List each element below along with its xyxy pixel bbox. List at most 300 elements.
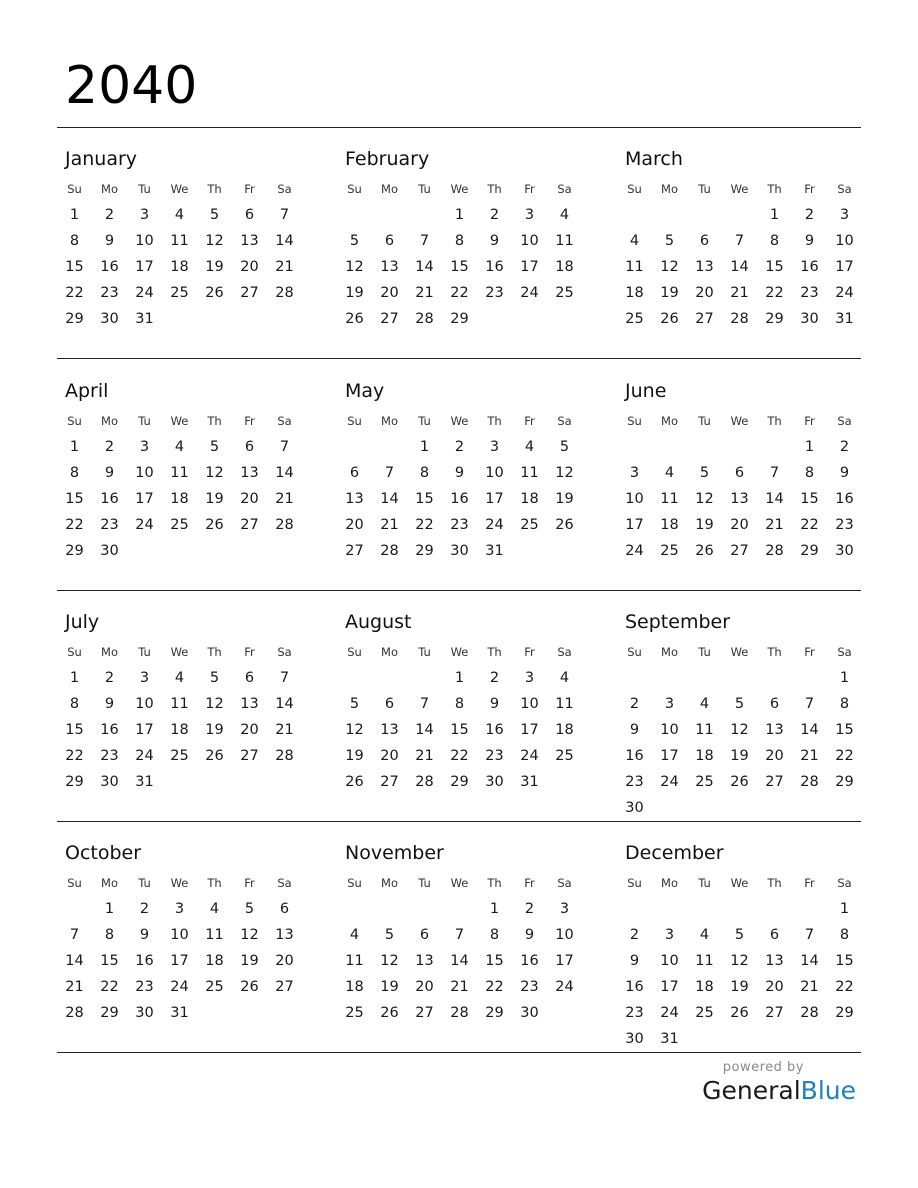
day-cell: 28	[415, 774, 434, 790]
weekday-header: Sa	[557, 182, 572, 196]
divider	[57, 127, 861, 128]
day-cell: 2	[104, 207, 115, 223]
weekday-header: Tu	[418, 414, 431, 428]
day-cell: 12	[205, 696, 224, 712]
day-cell: 19	[205, 722, 224, 738]
day-cell: 10	[835, 233, 854, 249]
day-cell: 2	[804, 207, 815, 223]
day-cell: 12	[205, 233, 224, 249]
day-cell: 20	[240, 491, 259, 507]
day-cell: 7	[804, 696, 815, 712]
day-cell: 14	[275, 696, 294, 712]
day-cell: 1	[839, 901, 850, 917]
day-cell: 4	[174, 439, 185, 455]
day-cell: 29	[65, 543, 84, 559]
weekday-header: Fr	[244, 182, 255, 196]
day-cell: 19	[240, 953, 259, 969]
day-cell: 17	[135, 259, 154, 275]
day-cell: 25	[170, 748, 189, 764]
day-cell: 14	[275, 233, 294, 249]
weekday-header: Mo	[661, 182, 678, 196]
weekday-header: Mo	[381, 876, 398, 890]
weekday-header: Fr	[804, 876, 815, 890]
day-cell: 20	[240, 722, 259, 738]
weekday-header: Su	[627, 645, 642, 659]
day-cell: 23	[835, 517, 854, 533]
month-name: May	[345, 380, 385, 402]
day-cell: 27	[380, 774, 399, 790]
day-cell: 24	[625, 543, 644, 559]
day-cell: 2	[629, 927, 640, 943]
day-cell: 27	[345, 543, 364, 559]
day-cell: 29	[800, 543, 819, 559]
day-cell: 1	[69, 670, 80, 686]
weekday-header: Sa	[277, 645, 292, 659]
day-cell: 13	[695, 259, 714, 275]
day-cell: 2	[524, 901, 535, 917]
day-cell: 28	[800, 1005, 819, 1021]
day-cell: 25	[695, 1005, 714, 1021]
day-cell: 25	[520, 517, 539, 533]
day-cell: 5	[734, 927, 745, 943]
weekday-header: Th	[767, 414, 782, 428]
day-cell: 13	[240, 465, 259, 481]
day-cell: 4	[559, 670, 570, 686]
day-cell: 30	[100, 543, 119, 559]
day-cell: 4	[174, 670, 185, 686]
day-cell: 19	[660, 285, 679, 301]
day-cell: 7	[804, 927, 815, 943]
day-cell: 8	[839, 696, 850, 712]
day-cell: 26	[205, 517, 224, 533]
day-cell: 27	[380, 311, 399, 327]
day-cell: 15	[65, 722, 84, 738]
weekday-header: Sa	[277, 182, 292, 196]
day-cell: 22	[450, 748, 469, 764]
day-cell: 10	[625, 491, 644, 507]
day-cell: 3	[559, 901, 570, 917]
weekday-header: Mo	[381, 182, 398, 196]
day-cell: 15	[65, 259, 84, 275]
day-cell: 13	[380, 259, 399, 275]
day-cell: 30	[485, 774, 504, 790]
day-cell: 21	[800, 748, 819, 764]
day-cell: 23	[100, 748, 119, 764]
day-cell: 18	[520, 491, 539, 507]
weekday-header: Su	[627, 414, 642, 428]
day-cell: 12	[380, 953, 399, 969]
day-cell: 30	[450, 543, 469, 559]
day-cell: 22	[800, 517, 819, 533]
day-cell: 28	[380, 543, 399, 559]
day-cell: 20	[695, 285, 714, 301]
day-cell: 29	[100, 1005, 119, 1021]
day-cell: 6	[699, 233, 710, 249]
day-cell: 12	[240, 927, 259, 943]
day-cell: 27	[765, 774, 784, 790]
day-cell: 11	[695, 722, 714, 738]
weekday-header: Th	[767, 182, 782, 196]
day-cell: 24	[660, 1005, 679, 1021]
day-cell: 5	[209, 439, 220, 455]
day-cell: 5	[699, 465, 710, 481]
day-cell: 5	[349, 696, 360, 712]
month-name: August	[345, 611, 412, 633]
day-cell: 28	[275, 748, 294, 764]
weekday-header: Tu	[138, 876, 151, 890]
year-title: 2040	[65, 56, 198, 116]
day-cell: 29	[835, 1005, 854, 1021]
day-cell: 7	[279, 670, 290, 686]
day-cell: 15	[835, 953, 854, 969]
day-cell: 5	[559, 439, 570, 455]
day-cell: 24	[135, 285, 154, 301]
weekday-header: Sa	[837, 645, 852, 659]
day-cell: 10	[135, 465, 154, 481]
day-cell: 5	[209, 207, 220, 223]
day-cell: 7	[734, 233, 745, 249]
weekday-header: Tu	[138, 414, 151, 428]
day-cell: 21	[275, 259, 294, 275]
day-cell: 14	[415, 259, 434, 275]
day-cell: 5	[664, 233, 675, 249]
day-cell: 15	[800, 491, 819, 507]
weekday-header: Sa	[557, 645, 572, 659]
divider	[57, 821, 861, 822]
day-cell: 2	[104, 439, 115, 455]
day-cell: 21	[380, 517, 399, 533]
day-cell: 23	[520, 979, 539, 995]
day-cell: 16	[100, 259, 119, 275]
day-cell: 13	[730, 491, 749, 507]
day-cell: 9	[104, 465, 115, 481]
day-cell: 24	[660, 774, 679, 790]
day-cell: 16	[520, 953, 539, 969]
day-cell: 26	[205, 285, 224, 301]
weekday-header: Fr	[804, 645, 815, 659]
day-cell: 26	[695, 543, 714, 559]
day-cell: 27	[275, 979, 294, 995]
day-cell: 25	[555, 748, 574, 764]
weekday-header: Fr	[244, 414, 255, 428]
weekday-header: We	[170, 876, 189, 890]
day-cell: 30	[135, 1005, 154, 1021]
day-cell: 17	[660, 979, 679, 995]
day-cell: 25	[660, 543, 679, 559]
day-cell: 11	[520, 465, 539, 481]
day-cell: 14	[765, 491, 784, 507]
weekday-header: Sa	[277, 414, 292, 428]
day-cell: 24	[485, 517, 504, 533]
day-cell: 4	[699, 927, 710, 943]
day-cell: 15	[100, 953, 119, 969]
day-cell: 9	[629, 722, 640, 738]
weekday-header: Mo	[101, 182, 118, 196]
day-cell: 22	[65, 285, 84, 301]
day-cell: 21	[800, 979, 819, 995]
weekday-header: Th	[207, 414, 222, 428]
day-cell: 6	[384, 696, 395, 712]
day-cell: 5	[349, 233, 360, 249]
day-cell: 31	[835, 311, 854, 327]
day-cell: 18	[555, 259, 574, 275]
day-cell: 15	[450, 722, 469, 738]
day-cell: 14	[730, 259, 749, 275]
day-cell: 17	[555, 953, 574, 969]
weekday-header: Th	[207, 182, 222, 196]
day-cell: 31	[170, 1005, 189, 1021]
weekday-header: Sa	[557, 414, 572, 428]
day-cell: 7	[69, 927, 80, 943]
day-cell: 9	[104, 233, 115, 249]
day-cell: 3	[139, 670, 150, 686]
day-cell: 8	[104, 927, 115, 943]
day-cell: 12	[205, 465, 224, 481]
day-cell: 11	[695, 953, 714, 969]
day-cell: 1	[454, 670, 465, 686]
day-cell: 3	[524, 670, 535, 686]
day-cell: 27	[240, 285, 259, 301]
day-cell: 9	[454, 465, 465, 481]
day-cell: 17	[520, 722, 539, 738]
day-cell: 13	[240, 233, 259, 249]
day-cell: 1	[69, 207, 80, 223]
day-cell: 8	[454, 696, 465, 712]
day-cell: 2	[139, 901, 150, 917]
day-cell: 11	[205, 927, 224, 943]
day-cell: 18	[205, 953, 224, 969]
day-cell: 13	[415, 953, 434, 969]
day-cell: 9	[629, 953, 640, 969]
day-cell: 20	[765, 748, 784, 764]
month-name: January	[65, 148, 138, 170]
day-cell: 29	[65, 774, 84, 790]
day-cell: 5	[244, 901, 255, 917]
day-cell: 21	[415, 748, 434, 764]
day-cell: 7	[384, 465, 395, 481]
day-cell: 1	[839, 670, 850, 686]
day-cell: 26	[555, 517, 574, 533]
weekday-header: Su	[627, 876, 642, 890]
day-cell: 21	[765, 517, 784, 533]
weekday-header: Mo	[661, 645, 678, 659]
day-cell: 3	[664, 927, 675, 943]
day-cell: 7	[454, 927, 465, 943]
day-cell: 23	[135, 979, 154, 995]
day-cell: 14	[415, 722, 434, 738]
day-cell: 1	[489, 901, 500, 917]
day-cell: 8	[69, 465, 80, 481]
day-cell: 15	[415, 491, 434, 507]
weekday-header: Th	[487, 876, 502, 890]
day-cell: 16	[835, 491, 854, 507]
day-cell: 7	[419, 233, 430, 249]
day-cell: 2	[839, 439, 850, 455]
day-cell: 13	[275, 927, 294, 943]
day-cell: 20	[380, 748, 399, 764]
day-cell: 11	[345, 953, 364, 969]
day-cell: 29	[450, 774, 469, 790]
day-cell: 8	[769, 233, 780, 249]
weekday-header: Su	[347, 182, 362, 196]
weekday-header: Su	[67, 414, 82, 428]
day-cell: 17	[135, 491, 154, 507]
day-cell: 6	[244, 439, 255, 455]
weekday-header: We	[170, 414, 189, 428]
day-cell: 21	[730, 285, 749, 301]
day-cell: 13	[765, 722, 784, 738]
weekday-header: We	[450, 876, 469, 890]
weekday-header: Su	[627, 182, 642, 196]
month-name: July	[65, 611, 100, 633]
weekday-header: Th	[487, 645, 502, 659]
weekday-header: We	[730, 876, 749, 890]
day-cell: 18	[170, 259, 189, 275]
day-cell: 16	[625, 979, 644, 995]
day-cell: 1	[419, 439, 430, 455]
day-cell: 19	[730, 979, 749, 995]
day-cell: 6	[384, 233, 395, 249]
day-cell: 12	[730, 953, 749, 969]
day-cell: 16	[100, 491, 119, 507]
day-cell: 6	[419, 927, 430, 943]
day-cell: 25	[170, 517, 189, 533]
day-cell: 9	[804, 233, 815, 249]
divider	[57, 590, 861, 591]
brand-general: General	[702, 1076, 801, 1105]
day-cell: 19	[380, 979, 399, 995]
day-cell: 22	[765, 285, 784, 301]
day-cell: 2	[454, 439, 465, 455]
day-cell: 2	[489, 670, 500, 686]
day-cell: 27	[730, 543, 749, 559]
weekday-header: We	[450, 414, 469, 428]
day-cell: 3	[139, 207, 150, 223]
day-cell: 21	[275, 491, 294, 507]
weekday-header: Mo	[381, 414, 398, 428]
day-cell: 20	[380, 285, 399, 301]
day-cell: 3	[489, 439, 500, 455]
day-cell: 22	[485, 979, 504, 995]
day-cell: 17	[135, 722, 154, 738]
day-cell: 9	[104, 696, 115, 712]
day-cell: 22	[835, 748, 854, 764]
day-cell: 24	[555, 979, 574, 995]
weekday-header: Su	[347, 414, 362, 428]
day-cell: 18	[660, 517, 679, 533]
day-cell: 23	[800, 285, 819, 301]
day-cell: 12	[730, 722, 749, 738]
day-cell: 8	[419, 465, 430, 481]
month-name: November	[345, 842, 444, 864]
day-cell: 23	[485, 748, 504, 764]
day-cell: 10	[485, 465, 504, 481]
day-cell: 1	[804, 439, 815, 455]
day-cell: 11	[555, 233, 574, 249]
day-cell: 10	[170, 927, 189, 943]
day-cell: 16	[450, 491, 469, 507]
day-cell: 13	[240, 696, 259, 712]
day-cell: 10	[660, 722, 679, 738]
day-cell: 17	[835, 259, 854, 275]
day-cell: 19	[345, 285, 364, 301]
day-cell: 24	[170, 979, 189, 995]
weekday-header: Th	[767, 876, 782, 890]
day-cell: 26	[205, 748, 224, 764]
day-cell: 4	[524, 439, 535, 455]
day-cell: 19	[555, 491, 574, 507]
day-cell: 5	[209, 670, 220, 686]
weekday-header: Th	[487, 182, 502, 196]
day-cell: 16	[485, 259, 504, 275]
weekday-header: Su	[67, 182, 82, 196]
day-cell: 31	[520, 774, 539, 790]
day-cell: 4	[559, 207, 570, 223]
day-cell: 15	[450, 259, 469, 275]
weekday-header: Mo	[101, 645, 118, 659]
day-cell: 20	[345, 517, 364, 533]
day-cell: 27	[240, 517, 259, 533]
day-cell: 26	[660, 311, 679, 327]
day-cell: 7	[279, 207, 290, 223]
day-cell: 21	[450, 979, 469, 995]
weekday-header: We	[730, 645, 749, 659]
day-cell: 20	[415, 979, 434, 995]
day-cell: 15	[485, 953, 504, 969]
weekday-header: Su	[347, 645, 362, 659]
weekday-header: Su	[67, 645, 82, 659]
day-cell: 1	[769, 207, 780, 223]
weekday-header: Th	[487, 414, 502, 428]
day-cell: 11	[170, 696, 189, 712]
day-cell: 18	[555, 722, 574, 738]
day-cell: 26	[345, 774, 364, 790]
weekday-header: Th	[207, 876, 222, 890]
day-cell: 11	[625, 259, 644, 275]
day-cell: 16	[485, 722, 504, 738]
day-cell: 7	[279, 439, 290, 455]
weekday-header: Fr	[524, 645, 535, 659]
day-cell: 6	[279, 901, 290, 917]
day-cell: 4	[664, 465, 675, 481]
month-name: December	[625, 842, 724, 864]
weekday-header: Su	[67, 876, 82, 890]
weekday-header: We	[730, 182, 749, 196]
day-cell: 8	[839, 927, 850, 943]
day-cell: 14	[800, 953, 819, 969]
day-cell: 24	[835, 285, 854, 301]
day-cell: 18	[695, 748, 714, 764]
month-name: September	[625, 611, 731, 633]
weekday-header: Fr	[804, 414, 815, 428]
day-cell: 10	[135, 696, 154, 712]
weekday-header: Tu	[418, 876, 431, 890]
powered-by-label: powered by	[722, 1060, 804, 1075]
day-cell: 10	[555, 927, 574, 943]
divider	[57, 1052, 861, 1053]
day-cell: 31	[485, 543, 504, 559]
day-cell: 18	[345, 979, 364, 995]
weekday-header: We	[170, 182, 189, 196]
day-cell: 23	[625, 1005, 644, 1021]
day-cell: 31	[660, 1031, 679, 1047]
weekday-header: Fr	[804, 182, 815, 196]
day-cell: 28	[800, 774, 819, 790]
day-cell: 12	[345, 259, 364, 275]
day-cell: 16	[100, 722, 119, 738]
day-cell: 7	[769, 465, 780, 481]
day-cell: 26	[380, 1005, 399, 1021]
